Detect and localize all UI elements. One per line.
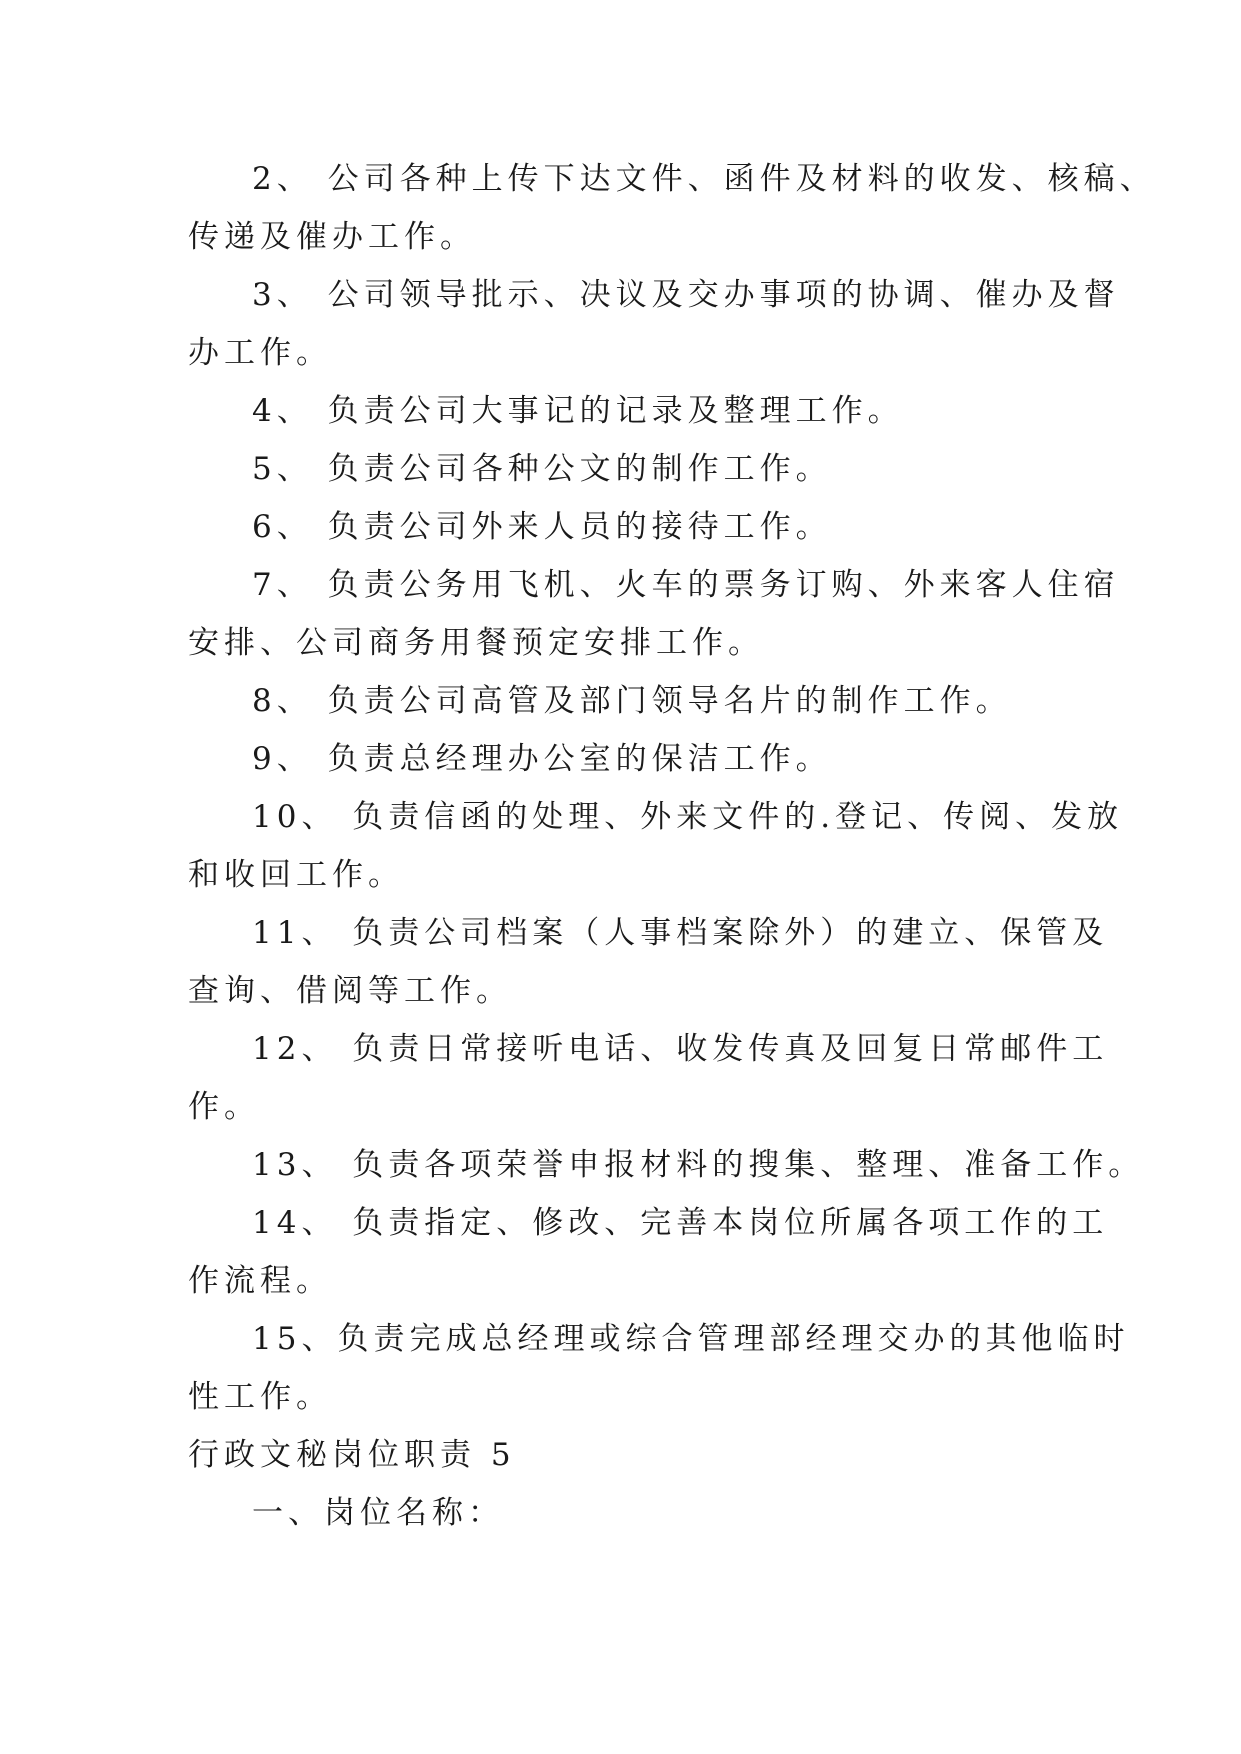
duty-item-6: 6、 负责公司外来人员的接待工作。	[252, 509, 832, 545]
section-heading: 行政文秘岗位职责 5	[188, 1437, 516, 1473]
duty-item-4: 4、 负责公司大事记的记录及整理工作。	[252, 393, 904, 429]
duty-item-3-cont: 办工作。	[188, 335, 332, 371]
duty-item-2-cont: 传递及催办工作。	[188, 219, 476, 255]
duty-item-10-cont: 和收回工作。	[188, 857, 404, 893]
document-body	[188, 150, 1156, 1542]
duty-item-12: 12、 负责日常接听电话、收发传真及回复日常邮件工	[252, 1031, 1109, 1067]
duty-item-12-cont: 作。	[188, 1089, 260, 1125]
duty-item-14-cont: 作流程。	[188, 1263, 332, 1299]
duty-item-7-cont: 安排、公司商务用餐预定安排工作。	[188, 625, 764, 661]
duty-item-13: 13、 负责各项荣誉申报材料的搜集、整理、准备工作。	[252, 1147, 1145, 1183]
duty-item-15: 15、负责完成总经理或综合管理部经理交办的其他临时	[252, 1321, 1130, 1357]
subsection-title: 一、岗位名称：	[252, 1495, 504, 1531]
duty-item-8: 8、 负责公司高管及部门领导名片的制作工作。	[252, 683, 1012, 719]
duty-item-7: 7、 负责公务用飞机、火车的票务订购、外来客人住宿	[252, 567, 1120, 603]
duty-item-15-cont: 性工作。	[188, 1379, 332, 1415]
duty-item-14: 14、 负责指定、修改、完善本岗位所属各项工作的工	[252, 1205, 1109, 1241]
duty-item-3: 3、 公司领导批示、决议及交办事项的协调、催办及督	[252, 277, 1120, 313]
duty-item-2: 2、 公司各种上传下达文件、函件及材料的收发、核稿、	[252, 161, 1156, 197]
duty-item-11-cont: 查询、借阅等工作。	[188, 973, 512, 1009]
duty-item-5: 5、 负责公司各种公文的制作工作。	[252, 451, 832, 487]
duty-item-9: 9、 负责总经理办公室的保洁工作。	[252, 741, 832, 777]
duty-item-11: 11、 负责公司档案（人事档案除外）的建立、保管及	[252, 915, 1109, 951]
duty-item-10: 10、 负责信函的处理、外来文件的.登记、传阅、发放	[252, 799, 1124, 835]
